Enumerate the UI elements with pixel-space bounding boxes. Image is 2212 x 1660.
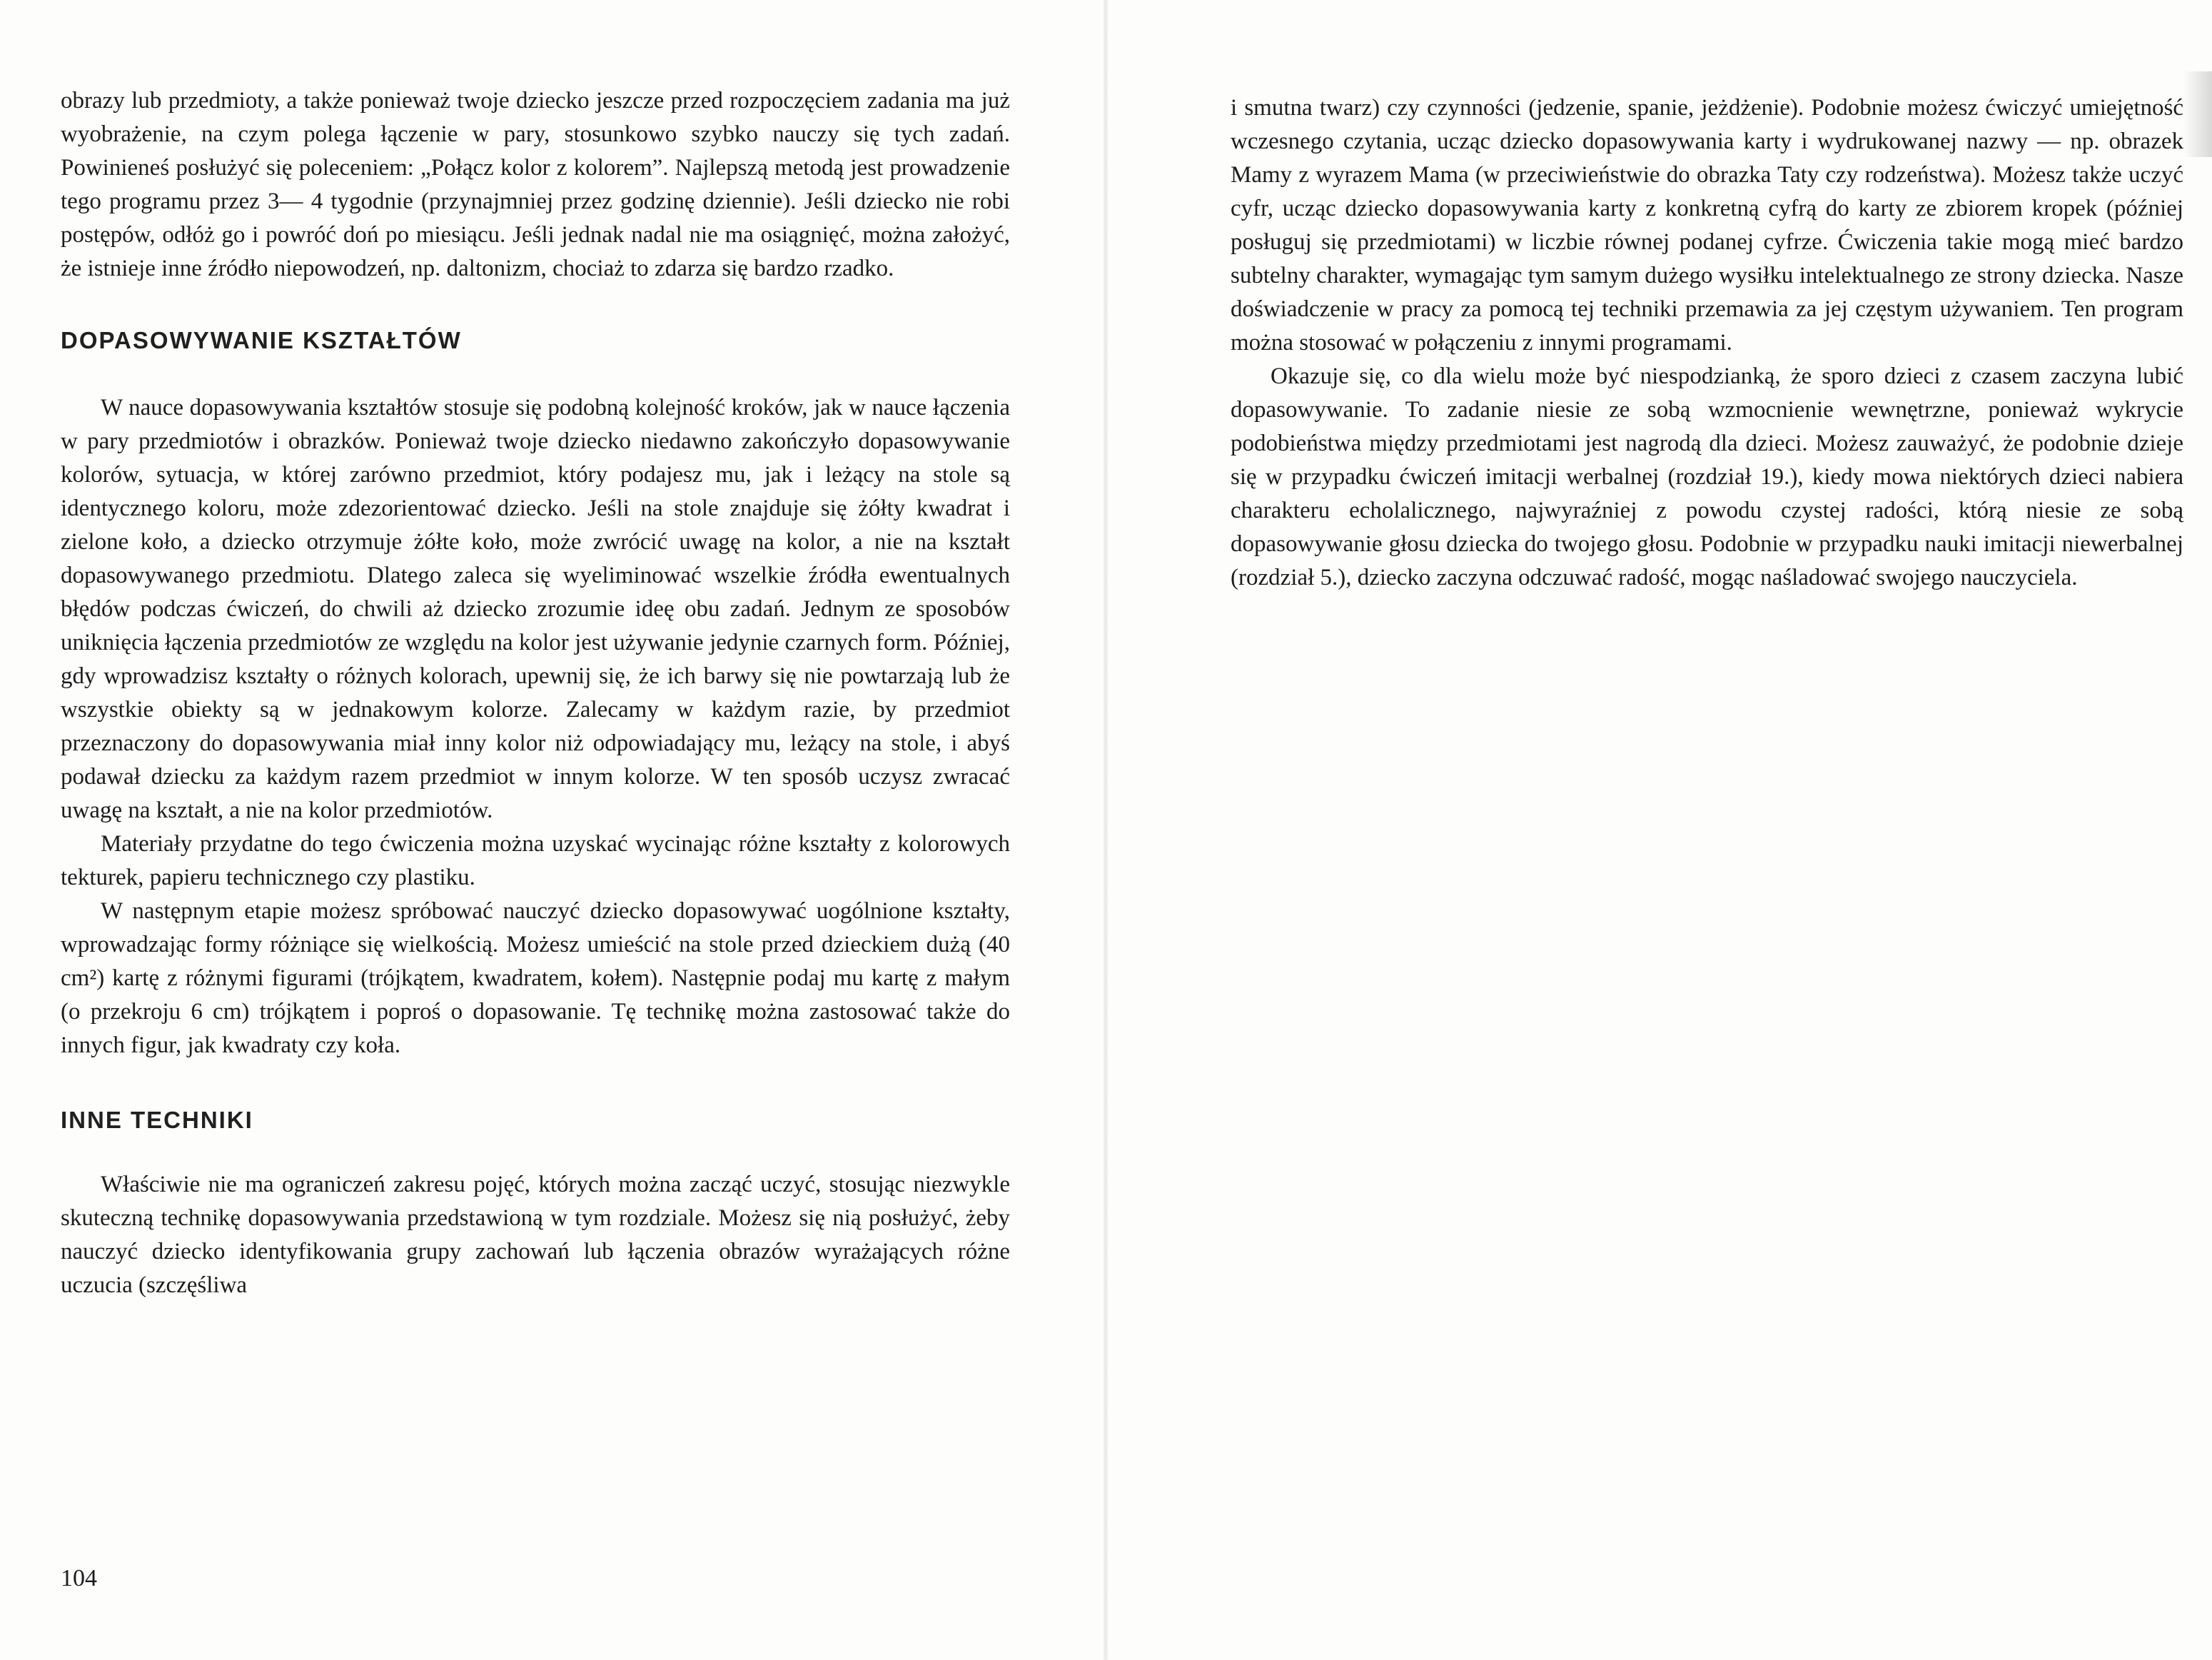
paragraph: obrazy lub przedmioty, a także ponieważ twoje dziecko jeszcze przed rozpoczęciem zadania ma już wyobrażenie, na czym polega łączenie w pary, stosunkowo szybko nauczy się tych zadań. Powinieneś posłużyć się poleceniem: „Połącz kolor z kolorem”. Najlepszą metodą jest prowadzenie tego programu przez 3— 4 tygodnie (przynajmniej przez godzinę dziennie). Jeśli dziecko nie robi postępów, odłóż go i powróć doń po miesiącu. Jeśli jednak nadal nie ma osiągnięć, można założyć, że istnieje inne źródło niepowodzeń, np. daltonizm, chociaż to zdarza się bardzo rzadko. bbox=[61, 88, 1010, 281]
right-page bbox=[1106, 0, 2212, 1660]
paragraph: Właściwie nie ma ograniczeń zakresu pojęć, których można zacząć uczyć, stosując niezwykle skuteczną technikę dopasowywania przedstawioną w tym rozdziale. Możesz się nią posłużyć, żeby nauczyć dziecko identyfikowania grupy zachowań lub łączenia obrazów wyrażających różne uczucia (szczęśliwa bbox=[61, 1172, 1010, 1298]
page-edge-shadow bbox=[2183, 71, 2212, 157]
paragraph: W nauce dopasowywania kształtów stosuje się podobną kolejność kroków, jak w nauce łączenia w pary przedmiotów i obrazków. Ponieważ twoje dziecko niedawno zakończyło dopasowywanie kolorów, sytuacja, w której zarówno przedmiot, który podajesz mu, jak i leżący na stole są identycznego koloru, może zdezorientować dziecko. Jeśli na stole znajduje się żółty kwadrat i zielone koło, a dziecko otrzymuje żółte koło, może zwrócić uwagę na kolor, a nie na kształt dopasowywanego przedmiotu. Dlatego zaleca się wyeliminować wszelkie źródła ewentualnych błędów podczas ćwiczeń, do chwili aż dziecko zrozumie ideę obu zadań. Jednym ze sposobów uniknięcia łączenia przedmiotów ze względu na kolor jest używanie jedynie czarnych form. Później, gdy wprowadzisz kształty o różnych kolorach, upewnij się, że ich barwy się nie powtarzają lub że wszystkie obiekty są w jednakowym kolorze. Zalecamy w każdym razie, by przedmiot przeznaczony do dopasowywania miał inny kolor niż odpowiadający mu, leżący na stole, i abyś podawał dziecku za każdym razem przedmiot w innym kolorze. W ten sposób uczysz zwracać uwagę na kształt, a nie na kolor przedmiotów. bbox=[61, 395, 1010, 823]
paragraph: W następnym etapie możesz spróbować nauczyć dziecko dopasowywać uogólnione kształty, wprowadzając formy różniące się wielkością. Możesz umieścić na stole przed dzieckiem dużą (40 cm²) kartę z różnymi figurami (trójkątem, kwadratem, kołem). Następnie podaj mu kartę z małym (o przekroju 6 cm) trójkątem i poproś o dopasowanie. Tę technikę można zastosować także do innych figur, jak kwadraty czy koła. bbox=[61, 898, 1010, 1058]
left-text-column bbox=[61, 84, 1010, 1302]
section-heading-other-techniques: INNE TECHNIKI bbox=[61, 1107, 253, 1133]
page-number: 104 bbox=[61, 1565, 97, 1591]
section-heading-shape-matching: DOPASOWYWANIE KSZTAŁTÓW bbox=[61, 327, 462, 353]
paragraph: Okazuje się, co dla wielu może być niespodzianką, że sporo dzieci z czasem zaczyna lubić dopasowywanie. To zadanie niesie ze sobą wzmocnienie wewnętrzne, ponieważ wykrycie podobieństwa między przedmiotami jest nagrodą dla dzieci. Możesz zauważyć, że podobnie dzieje się w przypadku ćwiczeń imitacji werbalnej (rozdział 19.), kiedy mowa niektórych dzieci nabiera charakteru echolalicznego, najwyraźniej z powodu czystej radości, którą niesie ze sobą dopasowywanie głosu dziecka do twojego głosu. Podobnie w przypadku nauki imitacji niewerbalnej (rozdział 5.), dziecko zaczyna odczuwać radość, mogąc naśladować swojego nauczyciela. bbox=[1231, 363, 2183, 590]
paragraph: i smutna twarz) czy czynności (jedzenie, spanie, jeżdżenie). Podobnie możesz ćwiczyć umiejętność wczesnego czytania, ucząc dziecko dopasowywania karty i wydrukowanej nazwy — np. obrazek Mamy z wyrazem Mama (w przeciwieństwie do obrazka Taty czy rodzeństwa). Możesz także uczyć cyfr, ucząc dziecko dopasowywania karty z konkretną cyfrą do karty ze zbiorem kropek (później posługuj się przedmiotami) w liczbie równej podanej cyfrze. Ćwiczenia takie mogą mieć bardzo subtelny charakter, wymagając tym samym dużego wysiłku intelektualnego ze strony dziecka. Nasze doświadczenie w pracy za pomocą tej techniki przemawia za jej częstym używaniem. Ten program można stosować w połączeniu z innymi programami. bbox=[1231, 95, 2183, 356]
paragraph: Materiały przydatne do tego ćwiczenia można uzyskać wycinając różne kształty z kolorowych tekturek, papieru technicznego czy plastiku. bbox=[61, 831, 1010, 890]
right-text-column bbox=[1231, 91, 2183, 595]
